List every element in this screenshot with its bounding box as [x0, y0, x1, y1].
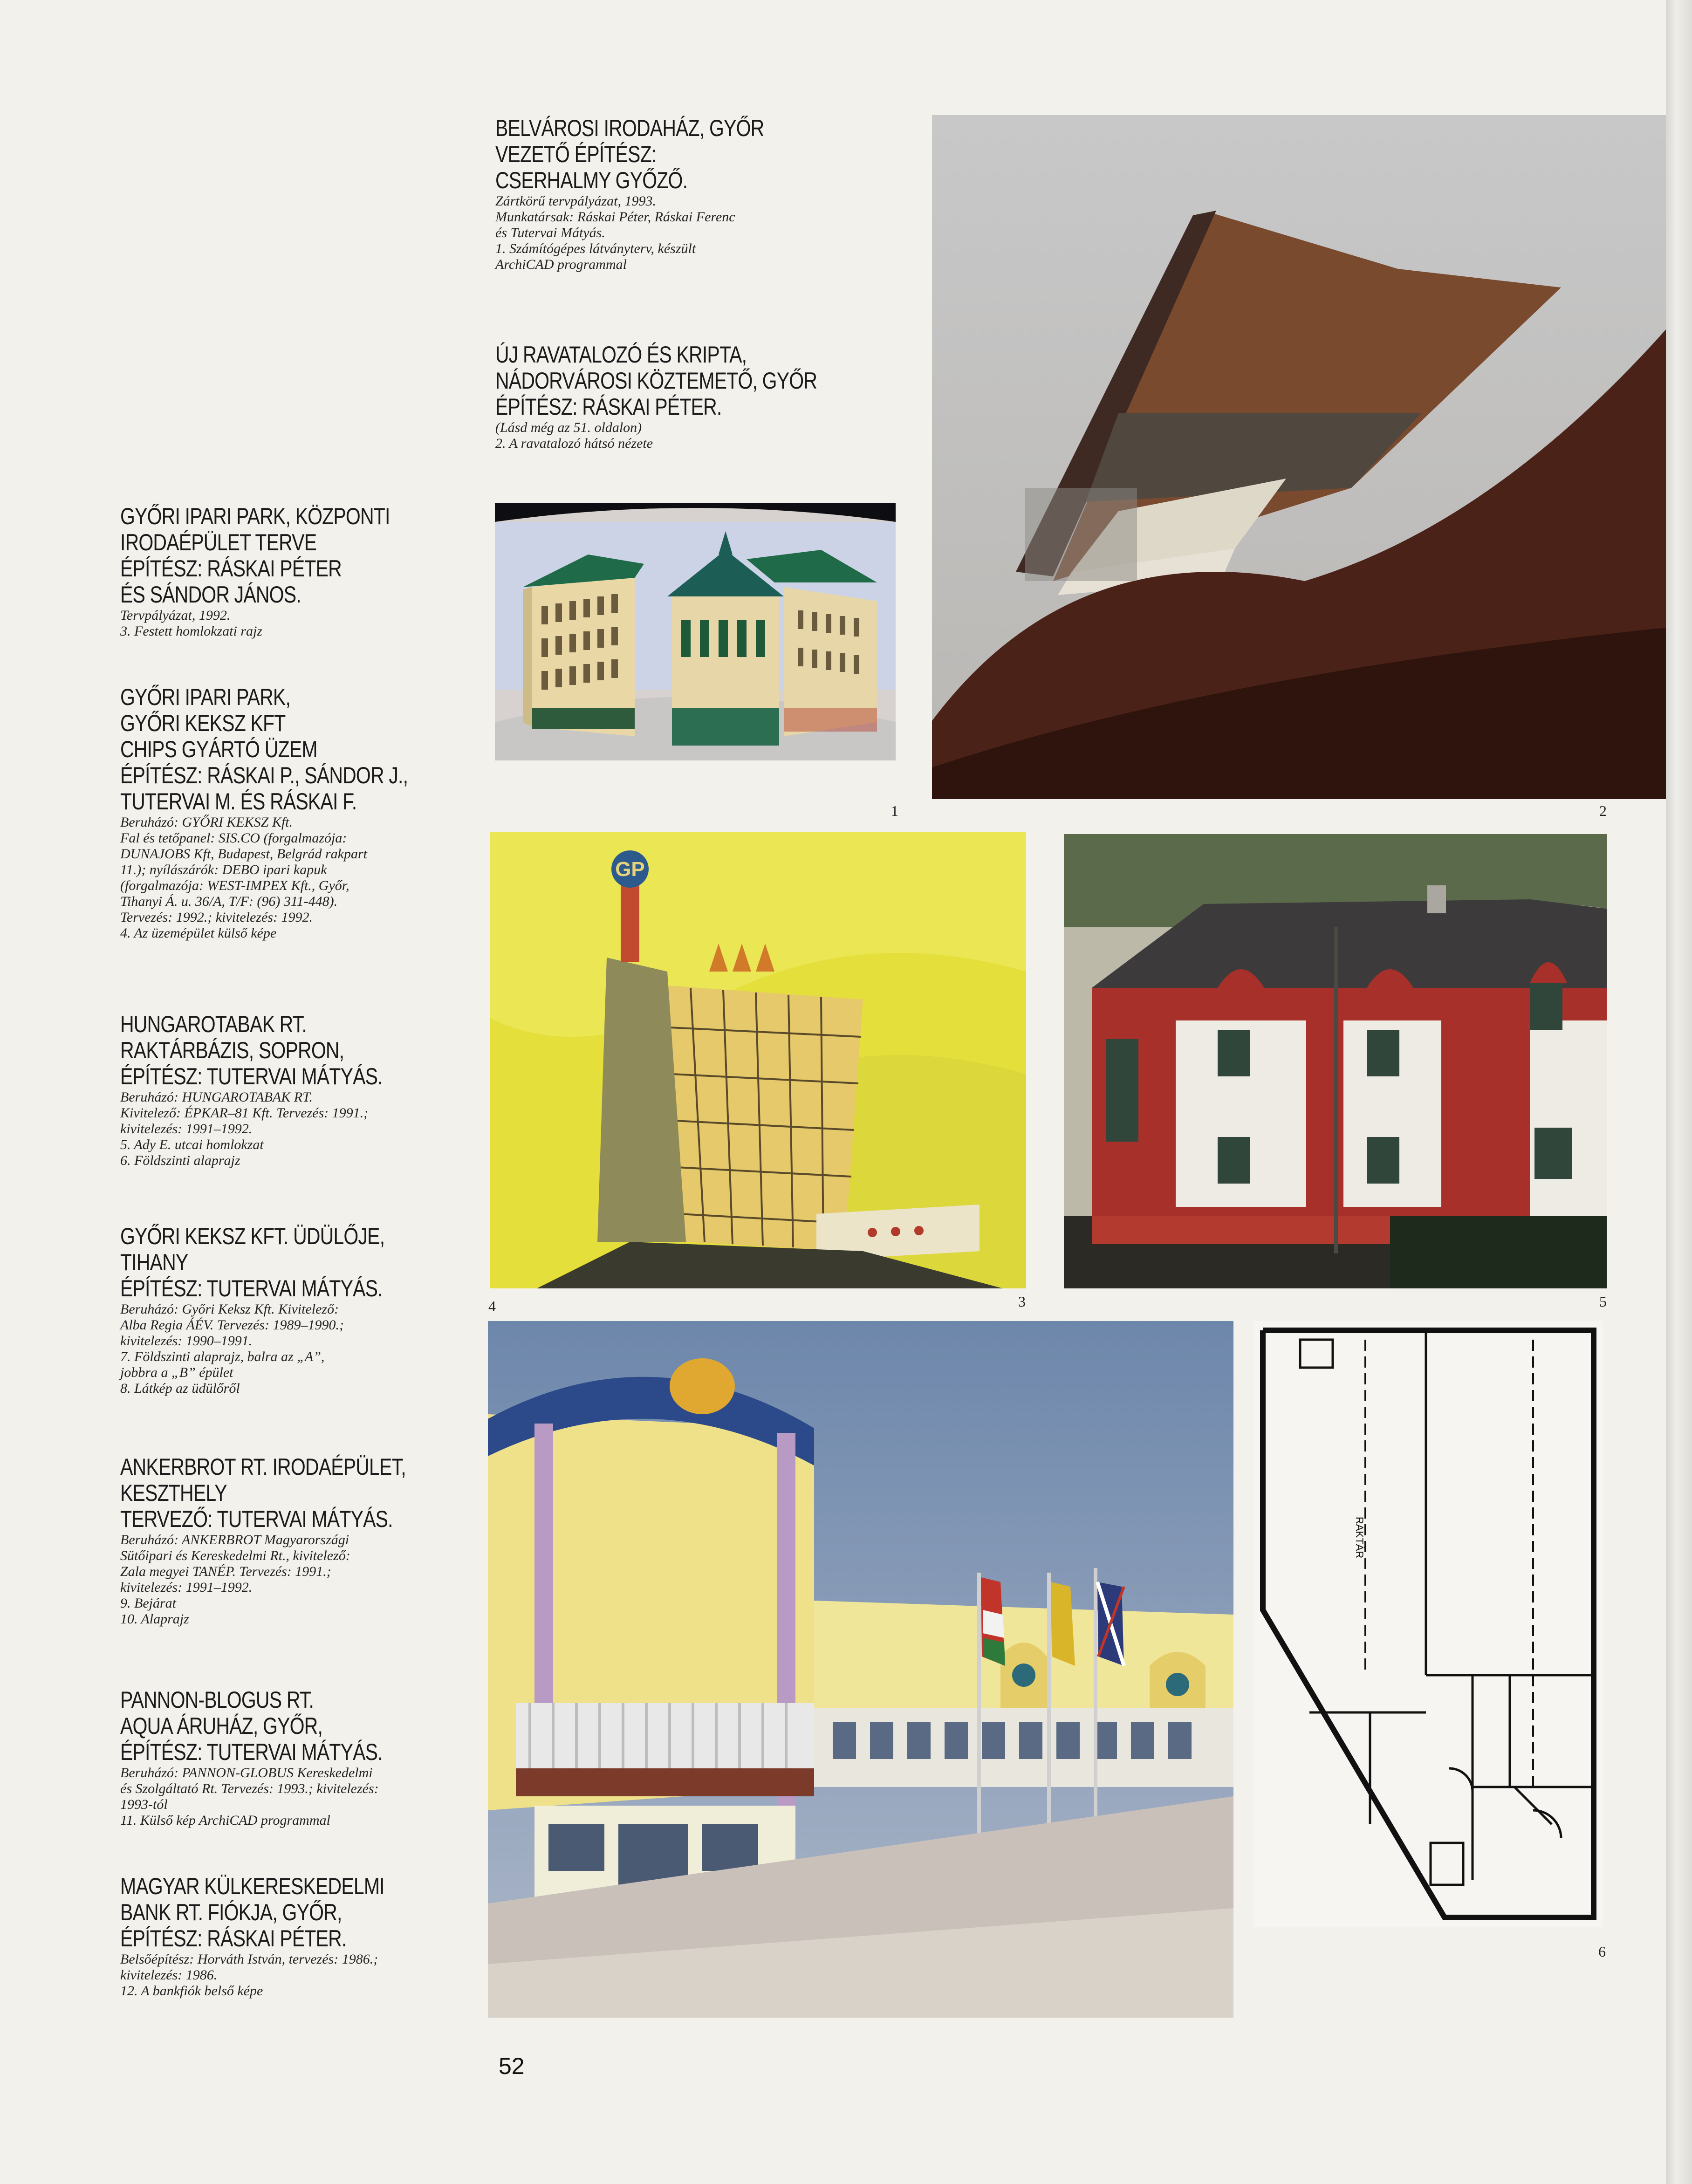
figure-number: 6 — [1598, 1943, 1606, 1960]
article-gyori-keksz-chips — [120, 684, 484, 941]
note-line: Beruházó: PANNON-GLOBUS Kereskedelmi — [120, 1765, 373, 1780]
note-line: 6. Földszinti alaprajz — [120, 1153, 240, 1168]
note-line: 5. Ady E. utcai homlokzat — [120, 1137, 264, 1152]
note-line: kivitelezés: 1991–1992. — [120, 1580, 253, 1595]
note-line: Sütőipari és Kereskedelmi Rt., kivitelező: — [120, 1548, 350, 1563]
note-line: Beruházó: Győri Keksz Kft. Kivitelező: — [120, 1301, 339, 1317]
note-line: Zala megyei TANÉP. Tervezés: 1991.; — [120, 1564, 331, 1579]
article-heading — [495, 115, 839, 193]
note-line: Tervezés: 1992.; kivitelezés: 1992. — [120, 910, 313, 925]
photo-painted-facade — [490, 832, 1026, 1288]
article-notes — [495, 193, 915, 273]
article-heading — [495, 342, 839, 420]
heading-line: ÉPÍTÉSZ: RÁSKAI PÉTER. — [495, 394, 722, 420]
article-heading — [120, 503, 418, 608]
note-line: 12. A bankfiók belső képe — [120, 1983, 263, 1999]
note-line: Fal és tetőpanel: SIS.CO (forgalmazója: — [120, 830, 347, 846]
note-line: 11. Külső kép ArchiCAD programmal — [120, 1813, 330, 1828]
heading-line: BELVÁROSI IRODAHÁZ, GYŐR — [495, 115, 764, 141]
article-heading — [120, 1687, 418, 1765]
note-line: Zártkörű tervpályázat, 1993. — [495, 193, 656, 209]
note-line: (Lásd még az 51. oldalon) — [495, 420, 642, 435]
heading-line: HUNGAROTABAK RT. — [120, 1011, 307, 1037]
photo-resort-building — [488, 1321, 1233, 2018]
note-line: Tervpályázat, 1992. — [120, 608, 231, 623]
heading-line: BANK RT. FIÓKJA, GYŐR, — [120, 1899, 342, 1925]
heading-line: GYŐRI KEKSZ KFT. ÜDÜLŐJE, — [120, 1223, 385, 1249]
svg-text:GP: GP — [615, 858, 645, 881]
brick-building-image — [1064, 834, 1607, 1288]
heading-line: ÉPÍTÉSZ: RÁSKAI PÉTER. — [120, 1925, 347, 1951]
heading-line: ÉPÍTÉSZ: TUTERVAI MÁTYÁS. — [120, 1063, 383, 1089]
heading-line: TUTERVAI M. ÉS RÁSKAI F. — [120, 788, 357, 815]
note-line: 8. Látkép az üdülőről — [120, 1381, 240, 1396]
article-notes — [120, 1089, 484, 1169]
note-line: jobbra a „B” épület — [120, 1365, 233, 1380]
heading-line: ÉPÍTÉSZ: RÁSKAI PÉTER — [120, 555, 342, 582]
note-line: DUNAJOBS Kft, Budapest, Belgrád rakpart — [120, 846, 367, 862]
article-notes — [120, 608, 484, 639]
figure-number: 3 — [1018, 1293, 1026, 1310]
heading-line: PANNON-BLOGUS RT. — [120, 1687, 314, 1713]
heading-line: NÁDORVÁROSI KÖZTEMETŐ, GYŐR — [495, 368, 817, 394]
photo-office-rendering — [495, 503, 896, 760]
painted-facade-image — [490, 832, 1026, 1288]
article-heading — [120, 684, 418, 815]
figure-number: 5 — [1599, 1293, 1607, 1310]
note-line: ArchiCAD programmal — [495, 257, 627, 272]
heading-line: AQUA ÁRUHÁZ, GYŐR, — [120, 1713, 323, 1739]
heading-line: TIHANY — [120, 1249, 188, 1275]
note-line: Beruházó: GYŐRI KEKSZ Kft. — [120, 815, 293, 830]
note-line: 1. Számítógépes látványterv, készült — [495, 241, 696, 256]
heading-line: ÚJ RAVATALOZÓ ÉS KRIPTA, — [495, 342, 747, 368]
note-line: Tihanyi Á. u. 36/A, T/F: (96) 311-448). — [120, 894, 338, 909]
article-heading — [120, 1011, 418, 1089]
note-line: 7. Földszinti alaprajz, balra az „A”, — [120, 1349, 325, 1364]
note-line: Belsőépítész: Horváth István, tervezés: 1986.; — [120, 1951, 378, 1967]
figure-number: 2 — [1599, 802, 1607, 819]
article-gyori-keksz-udulo — [120, 1223, 484, 1397]
heading-line: MAGYAR KÜLKERESKEDELMI — [120, 1873, 384, 1899]
note-line: Kivitelező: ÉPKAR–81 Kft. Tervezés: 1991.; — [120, 1105, 369, 1121]
article-heading — [120, 1223, 418, 1301]
article-notes — [120, 1951, 484, 1999]
heading-line: KESZTHELY — [120, 1480, 227, 1506]
heading-line: ÉPÍTÉSZ: TUTERVAI MÁTYÁS. — [120, 1739, 383, 1765]
note-line: Munkatársak: Ráskai Péter, Ráskai Ferenc — [495, 209, 735, 225]
article-uj-ravatalozo — [495, 342, 915, 452]
note-line: és Szolgáltató Rt. Tervezés: 1993.; kivitelezés: — [120, 1781, 379, 1796]
article-heading — [120, 1454, 418, 1532]
note-line: 11.); nyílászárók: DEBO ipari kapuk — [120, 862, 327, 877]
heading-line: TERVEZŐ: TUTERVAI MÁTYÁS. — [120, 1506, 393, 1532]
note-line: 9. Bejárat — [120, 1595, 176, 1611]
note-line: Alba Regia ÁÉV. Tervezés: 1989–1990.; — [120, 1317, 344, 1333]
figure-number: 4 — [488, 1298, 496, 1315]
funeral-house-image — [932, 115, 1666, 799]
article-belvarosi-irodahaz — [495, 115, 915, 273]
photo-funeral-house — [932, 115, 1666, 799]
heading-line: ÉS SÁNDOR JÁNOS. — [120, 582, 301, 608]
heading-line: GYŐRI IPARI PARK, KÖZPONTI — [120, 503, 390, 529]
article-notes — [120, 1532, 484, 1627]
article-notes — [120, 1301, 484, 1397]
article-notes — [120, 1765, 484, 1828]
office-rendering-image — [495, 503, 896, 760]
article-notes — [120, 815, 484, 941]
resort-building-image — [488, 1321, 1233, 2018]
note-line: kivitelezés: 1990–1991. — [120, 1333, 253, 1349]
article-gyori-ipari-park-kozponti — [120, 503, 484, 639]
heading-line: ÉPÍTÉSZ: RÁSKAI P., SÁNDOR J., — [120, 762, 408, 788]
heading-line: CHIPS GYÁRTÓ ÜZEM — [120, 736, 317, 762]
note-line: 1993-tól — [120, 1797, 168, 1812]
figure-number: 1 — [891, 802, 898, 819]
note-line: 3. Festett homlokzati rajz — [120, 623, 262, 639]
article-notes — [495, 420, 915, 452]
heading-line: CSERHALMY GYŐZŐ. — [495, 167, 688, 193]
note-line: Beruházó: ANKERBROT Magyarországi — [120, 1532, 349, 1547]
heading-line: ÉPÍTÉSZ: TUTERVAI MÁTYÁS. — [120, 1275, 383, 1301]
page-edge — [1666, 0, 1692, 2184]
note-line: és Tutervai Mátyás. — [495, 225, 605, 240]
note-line: Beruházó: HUNGAROTABAK RT. — [120, 1089, 313, 1105]
plan-label-raktar: RAKTÁR — [1354, 1517, 1365, 1559]
article-ankerbrot — [120, 1454, 484, 1627]
article-pannon-blogus — [120, 1687, 484, 1828]
heading-line: GYŐRI IPARI PARK, — [120, 684, 291, 710]
heading-line: IRODAÉPÜLET TERVE — [120, 529, 317, 555]
article-magyar-kulkereskedelmi — [120, 1873, 484, 1999]
note-line: kivitelezés: 1986. — [120, 1967, 218, 1983]
article-heading — [120, 1873, 418, 1951]
floor-plan-drawing — [1254, 1321, 1603, 1927]
note-line: 4. Az üzemépület külső képe — [120, 925, 277, 941]
heading-line: ANKERBROT RT. IRODAÉPÜLET, — [120, 1454, 406, 1480]
page-number: 52 — [499, 2053, 525, 2079]
heading-line: RAKTÁRBÁZIS, SOPRON, — [120, 1037, 344, 1063]
article-hungarotabak — [120, 1011, 484, 1169]
note-line: kivitelezés: 1991–1992. — [120, 1121, 253, 1137]
note-line: (forgalmazója: WEST-IMPEX Kft., Győr, — [120, 878, 349, 893]
heading-line: GYŐRI KEKSZ KFT — [120, 710, 286, 736]
note-line: 2. A ravatalozó hátsó nézete — [495, 436, 653, 451]
floor-plan — [1254, 1321, 1603, 1927]
photo-brick-building — [1064, 834, 1607, 1288]
note-line: 10. Alaprajz — [120, 1611, 189, 1627]
heading-line: VEZETŐ ÉPÍTÉSZ: — [495, 141, 657, 167]
